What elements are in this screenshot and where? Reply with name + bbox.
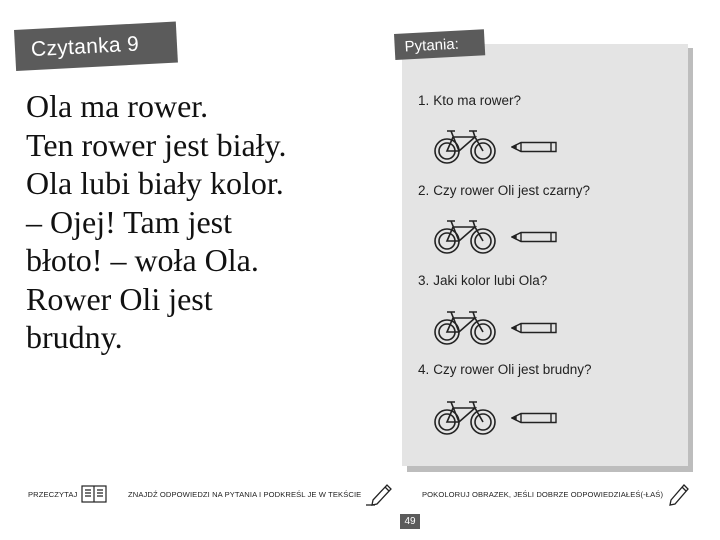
- pencil-icon[interactable]: [511, 231, 557, 243]
- bicycle-icon[interactable]: [433, 215, 497, 255]
- reading-line: – Ojej! Tam jest: [26, 203, 233, 240]
- question-text: Czy rower Oli jest czarny?: [433, 183, 591, 198]
- question-3: [418, 273, 547, 288]
- pencil-icon: [667, 482, 689, 506]
- pencil-icon[interactable]: [511, 412, 557, 424]
- bicycle-icon[interactable]: [433, 306, 497, 346]
- reading-line: Ola lubi biały kolor.: [26, 165, 284, 201]
- question-2: [418, 183, 590, 198]
- reading-line: Rower Oli jest: [26, 280, 213, 317]
- bicycle-icon[interactable]: [433, 125, 497, 165]
- reading-line: Ten rower jest biały.: [26, 126, 287, 163]
- question-number: 3.: [418, 273, 430, 288]
- pencil-underline-icon: [365, 482, 393, 506]
- footer-read: [28, 482, 107, 506]
- questions-title-tab: [394, 29, 485, 60]
- footer-read-label: PRZECZYTAJ: [28, 489, 78, 499]
- question-4: [418, 362, 592, 377]
- question-number: 4.: [418, 362, 430, 377]
- question-text: Czy rower Oli jest brudny?: [433, 362, 592, 377]
- questions-title: Pytania:: [404, 35, 460, 55]
- reading-title-tab: [14, 22, 178, 71]
- book-icon: [81, 484, 107, 504]
- page-number: 49: [400, 514, 420, 529]
- question-text: Jaki kolor lubi Ola?: [433, 273, 548, 288]
- question-number: 2.: [418, 183, 430, 198]
- footer-color: [422, 482, 689, 506]
- reading-line: błoto! – woła Ola.: [26, 242, 259, 278]
- question-number: 1.: [418, 93, 430, 108]
- question-text: Kto ma rower?: [433, 93, 522, 108]
- question-1: [418, 93, 521, 108]
- reading-title: Czytanka 9: [30, 31, 140, 61]
- reading-text: [26, 87, 356, 357]
- reading-line: brudny.: [26, 319, 123, 355]
- pencil-icon[interactable]: [511, 141, 557, 153]
- bicycle-icon[interactable]: [433, 396, 497, 436]
- pencil-icon[interactable]: [511, 322, 557, 334]
- footer-find: [128, 482, 393, 506]
- footer-color-label: POKOLORUJ OBRAZEK, JEŚLI DOBRZE ODPOWIEDZIAŁEŚ(-ŁAŚ): [422, 489, 664, 499]
- reading-line: Ola ma rower.: [26, 88, 209, 124]
- footer-find-label: ZNAJDŹ ODPOWIEDZI NA PYTANIA I PODKREŚL JE W TEKŚCIE: [128, 489, 362, 499]
